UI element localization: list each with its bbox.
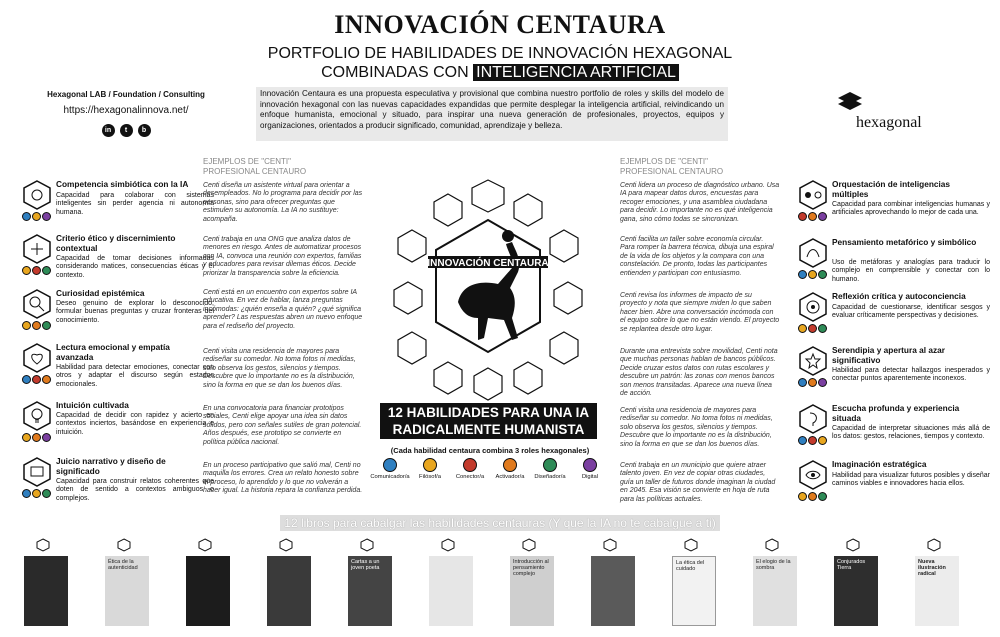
skill-name: Reflexión crítica y autoconciencia [832, 291, 966, 301]
skill-right-3 [798, 291, 990, 338]
skill-hex-icon [798, 292, 828, 322]
book-hex-icon [603, 538, 617, 552]
skill-hex-icon [22, 343, 52, 373]
skill-right-5 [798, 403, 990, 454]
center-title-line-1: 12 HABILIDADES PARA UNA IA [387, 405, 590, 420]
skill-name: Serendipia y apertura al azar significativo [832, 345, 945, 365]
skill-left-5 [22, 400, 214, 449]
skill-name: Escucha profunda y experiencia situada [832, 403, 960, 423]
skill-left-4 [22, 342, 214, 395]
examples-heading-right: EJEMPLOS DE "CENTI" PROFESIONAL CENTAURO [620, 157, 724, 176]
example-right-1: Centi lidera un proceso de diagnóstico urbano. Usa IA para mapear datos duros, encuestas para recoger emociones, y una asamblea ciudadana para decidir. Lo importante no es qué inteligencia gana, sino cómo todas se sincronizan. [620, 182, 780, 223]
skill-right-2 [798, 237, 990, 288]
role-label: Activador/a [495, 474, 525, 480]
center-title-line-2: RADICALMENTE HUMANISTA [392, 422, 585, 437]
book-hex-icon [522, 538, 536, 552]
role-filosofo [410, 458, 450, 480]
center-title [380, 403, 597, 439]
example-right-4: Durante una entrevista sobre movilidad, Centi nota que muchas personas hablan de bancos públicos. Decide cruzar estos datos con rutas escolares y descubre un patrón: las zonas con menos bancos son menos transitadas. Aparece una nueva línea de acción. [620, 348, 778, 398]
org-block [26, 90, 226, 137]
role-icon [583, 458, 597, 472]
book-cover-11[interactable]: Conjurados Tierra [834, 556, 878, 626]
skill-name: Criterio ético y discernimiento contextual [56, 233, 176, 253]
book-hex-icon [198, 538, 212, 552]
skill-desc: Capacidad de decidir con rapidez y acierto en contextos inciertos, basándose en experiencia e intuición. [56, 412, 214, 436]
role-icon [503, 458, 517, 472]
book-hex-icon [360, 538, 374, 552]
skill-name: Competencia simbiótica con la IA [56, 179, 189, 189]
skill-left-6 [22, 456, 214, 509]
twitter-icon[interactable]: t [120, 124, 133, 137]
role-icon [423, 458, 437, 472]
org-url-link[interactable]: https://hexagonalinnova.net/ [63, 105, 189, 116]
skill-desc: Habilidad para visualizar futuros posibles y diseñar caminos viables e innovadores hacia ellos. [832, 472, 990, 488]
hexagonal-logo [832, 90, 942, 136]
skill-desc: Capacidad de cuestionarse, identificar sesgos y evaluar críticamente perspectivas y decisiones. [832, 304, 990, 320]
center-note: (Cada habilidad centaura combina 3 roles hexagonales) [390, 446, 590, 455]
social-links [26, 124, 226, 137]
bluesky-icon[interactable]: b [138, 124, 151, 137]
book-hex-icon [36, 538, 50, 552]
skill-role-dots [22, 489, 51, 498]
centaur-emblem [388, 172, 588, 402]
subtitle-line-2 [0, 63, 1000, 82]
skill-role-dots [798, 212, 827, 221]
skill-role-dots [798, 492, 827, 501]
role-label: Comunicador/a [370, 474, 410, 480]
emblem-text: INNOVACIÓN CENTAURA [427, 258, 549, 269]
skill-name: Orquestación de inteligencias múltiples [832, 179, 951, 199]
skill-desc: Uso de metáforas y analogías para traducir lo complejo en comprensible y conectar con lo humano. [832, 259, 990, 283]
skill-desc: Capacidad para combinar inteligencias humanas y artificiales aprovechando lo mejor de cada una. [832, 201, 990, 217]
skill-right-6 [798, 459, 990, 508]
skill-left-1 [22, 179, 214, 228]
role-comunicador [370, 458, 410, 480]
example-left-6: En un proceso participativo que salió mal, Centi no maquilla los errores. Crea un relato honesto sobre el proceso, lo aprendido y lo que no volverán a hacer igual. La historia repara la confianza perdida. [203, 462, 363, 495]
book-cover-2[interactable]: Ética de la autenticidad [105, 556, 149, 626]
skill-name: Curiosidad epistémica [56, 288, 145, 298]
skill-left-3 [22, 288, 214, 339]
role-icon [543, 458, 557, 472]
book-cover-7[interactable]: Introducción al pensamiento complejo [510, 556, 554, 626]
books-heading-text: 12 libros para cabalgar las habilidades centauras (Y que la IA no te cabalgue a ti) [280, 515, 719, 531]
role-activador [490, 458, 530, 480]
example-left-4: Centi visita una residencia de mayores para rediseñar su comedor. No toma fotos ni medidas, solo observa los gestos, silencios y tiempos. Descubre que lo importante no es la distribución, sino la forma en que se dan los buenos días. [203, 348, 356, 389]
skill-hex-icon [798, 238, 828, 268]
book-hex-icon [279, 538, 293, 552]
skill-name: Lectura emocional y empatía avanzada [56, 342, 170, 362]
skill-right-1 [798, 179, 990, 232]
books-strip [14, 538, 986, 630]
skill-desc: Capacidad de interpretar situaciones más allá de los datos: gestos, relaciones, tiempos y contexto. [832, 425, 990, 441]
skill-hex-icon [798, 404, 828, 434]
example-left-5: En una convocatoria para financiar prototipos sociales, Centi elige apoyar una idea sin datos sólidos, pero con señales sutiles de gran potencial. Años después, ese prototipo se convierte en política pública nacional. [203, 405, 362, 446]
skill-role-dots [798, 270, 827, 279]
role-icon [463, 458, 477, 472]
skill-hex-icon [798, 180, 828, 210]
role-label: Digital [581, 474, 599, 480]
skill-hex-icon [22, 234, 52, 264]
skill-name: Intuición cultivada [56, 400, 129, 410]
role-label: Diseñador/a [534, 474, 566, 480]
skill-role-dots [22, 266, 51, 275]
role-label: Filósof/a [419, 474, 441, 480]
example-left-2: Centi trabaja en una ONG que analiza datos de menores en riesgo. Antes de automatizar procesos con IA, convoca una reunión con expertos, familias y educadores para revisar dilemas éticos. Decide priorizar la transparencia sobre la eficiencia. [203, 236, 362, 277]
book-cover-10[interactable]: El elogio de la sombra [753, 556, 797, 626]
skill-role-dots [798, 324, 827, 333]
skill-hex-icon [798, 346, 828, 376]
book-cover-9[interactable]: La ética del cuidado [672, 556, 716, 626]
skill-name: Juicio narrativo y diseño de significado [56, 456, 166, 476]
skill-desc: Habilidad para detectar emociones, conectar con otros y adaptar el discurso según estados emocionales. [56, 364, 214, 388]
skill-role-dots [22, 433, 51, 442]
book-hex-icon [927, 538, 941, 552]
book-hex-icon [846, 538, 860, 552]
skill-desc: Habilidad para detectar hallazgos inesperados y conectar puntos aparentemente inconexos. [832, 367, 990, 383]
book-hex-icon [684, 538, 698, 552]
subtitle-prefix: COMBINADAS CON [321, 64, 469, 81]
skill-role-dots [798, 378, 827, 387]
book-cover-1[interactable] [24, 556, 68, 626]
subtitle-highlight: INTELIGENCIA ARTIFICIAL [473, 64, 679, 81]
intro-text: Innovación Centaura es una propuesta especulativa y provisional que combina nuestro portfolio de roles y skills del modelo de innovación hexagonal con las nuevas capacidades expandidas que permite desplegar la inteligencia artificial, reivindicando un enfoque humanista, emocional y situado, para inspirar una nueva generación de profesionales, proyectos, equipos y organizaciones, orientados a producir significado, comunidad, aprendizaje y belleza. [256, 87, 728, 141]
example-right-2: Centi facilita un taller sobre economía circular. Para romper la barrera técnica, dibuja una espiral de la vida de los objetos y la compara con una constelación. De pronto, todas las participantes entienden y participan con entusiasmo. [620, 236, 774, 277]
skill-role-dots [22, 375, 51, 384]
example-left-1: Centi diseña un asistente virtual para orientar a desempleados. No lo programa para decidir por las personas, sino para ofrecer preguntas que estimulen su autonomía. La IA no sustituye: acompaña. [203, 182, 363, 223]
page-subtitle [0, 44, 1000, 82]
skill-hex-icon [22, 180, 52, 210]
role-digital [570, 458, 610, 480]
book-cover-5[interactable]: Cartas a un joven poeta [348, 556, 392, 626]
skill-hex-icon [22, 457, 52, 487]
skill-role-dots [22, 321, 51, 330]
skill-name: Pensamiento metafórico y simbólico [832, 237, 977, 247]
examples-heading-left: EJEMPLOS DE "CENTI" PROFESIONAL CENTAURO [203, 157, 307, 176]
book-hex-icon [117, 538, 131, 552]
skill-role-dots [22, 212, 51, 221]
skill-role-dots [798, 436, 827, 445]
book-hex-icon [441, 538, 455, 552]
books-heading [0, 516, 1000, 530]
skill-right-4 [798, 345, 990, 396]
linkedin-icon[interactable]: in [102, 124, 115, 137]
example-right-6: Centi trabaja en un municipio que quiere atraer talento joven. En vez de copiar otras ciudades, guía un taller de futuros donde imaginan la ciudad en 2045. Esa visión se convierte en hoja de ruta para las políticas actuales. [620, 462, 776, 503]
hexagonal-logo-icon [832, 90, 872, 114]
skill-hex-icon [22, 401, 52, 431]
skill-desc: Capacidad para construir relatos coherentes que doten de sentido a contextos ambiguos o complejos. [56, 478, 214, 502]
book-cover-3[interactable] [186, 556, 230, 626]
book-hex-icon [765, 538, 779, 552]
org-tagline: Hexagonal LAB / Foundation / Consulting [47, 90, 205, 99]
book-cover-8[interactable] [591, 556, 635, 626]
skill-hex-icon [798, 460, 828, 490]
role-disenador [530, 458, 570, 480]
roles-legend [370, 458, 610, 480]
skill-desc: Capacidad de tomar decisiones informadas considerando matices, consecuencias éticas y el contexto. [56, 255, 214, 279]
role-conector [450, 458, 490, 480]
example-right-3: Centi revisa los informes de impacto de su proyecto y nota que siempre miden lo que saben hacer bien. Abre una conversación incómoda con el equipo sobre lo que no están viendo. El proyecto se replantea desde otro lugar. [620, 292, 780, 333]
role-label: Conector/a [455, 474, 485, 480]
book-cover-6[interactable] [429, 556, 473, 626]
skill-desc: Deseo genuino de explorar lo desconocido, formular buenas preguntas y cruzar fronteras del conocimiento. [56, 300, 214, 324]
page-title: INNOVACIÓN CENTAURA [334, 10, 666, 39]
example-left-3: Centi está en un encuentro con expertos sobre IA educativa. En vez de hablar, lanza preguntas incómodas: ¿quién enseña a quién? ¿qué significa aprender? Las respuestas abren un nuevo enfoque para el rediseño del proyecto. [203, 289, 363, 330]
role-icon [383, 458, 397, 472]
logo-wordmark: hexagonal [856, 114, 922, 131]
subtitle-line-1: PORTFOLIO DE HABILIDADES DE INNOVACIÓN HEXAGONAL [267, 45, 733, 62]
skill-left-2 [22, 233, 214, 286]
book-cover-4[interactable] [267, 556, 311, 626]
skill-name: Imaginación estratégica [832, 459, 927, 469]
skill-hex-icon [22, 289, 52, 319]
skill-desc: Capacidad para colaborar con sistemas inteligentes sin perder agencia ni autonomía humana. [56, 192, 214, 216]
book-cover-12[interactable]: Nueva ilustración radical [915, 556, 959, 626]
example-right-5: Centi visita una residencia de mayores para rediseñar su comedor. No toma fotos ni medidas, solo observa los gestos, silencios y tiempos. Descubre que lo importante no es la distribución, sino la forma en que se dan los buenos días. [620, 407, 773, 448]
